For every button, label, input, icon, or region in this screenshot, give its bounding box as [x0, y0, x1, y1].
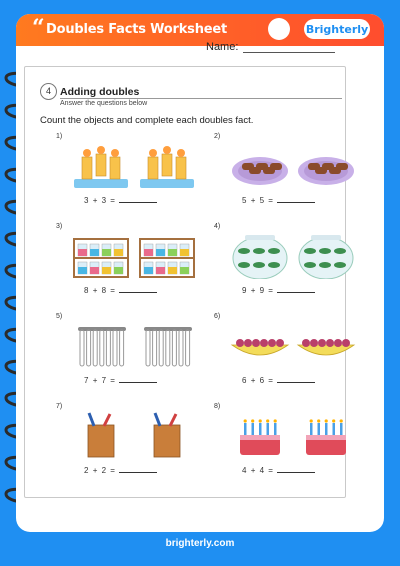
equals-sign: = — [110, 286, 115, 295]
addend-b: 3 — [101, 196, 107, 205]
equals-sign: = — [268, 286, 273, 295]
plus-sign: + — [250, 376, 256, 385]
fishbowl-icon — [228, 231, 358, 279]
instruction-text: Count the objects and complete each doubles fact. — [40, 115, 254, 126]
problem-number: 7) — [56, 403, 63, 410]
addend-b: 4 — [259, 466, 265, 475]
equals-sign: = — [268, 196, 273, 205]
jar-shelf-icon — [70, 231, 200, 279]
addend-b: 8 — [101, 286, 107, 295]
equals-sign: = — [110, 376, 115, 385]
name-label: Name: — [206, 41, 239, 53]
plus-sign: + — [250, 466, 256, 475]
section-number: 4 — [40, 83, 57, 100]
plus-sign: + — [92, 376, 98, 385]
name-field-line[interactable] — [243, 52, 335, 53]
problem-7 — [56, 403, 206, 485]
worksheet-title: Doubles Facts Worksheet — [46, 22, 227, 37]
addend-a: 7 — [84, 376, 89, 385]
addend-a: 4 — [242, 466, 247, 475]
footer-url[interactable]: brighterly.com — [165, 538, 235, 549]
addend-a: 8 — [84, 286, 89, 295]
problem-number: 5) — [56, 313, 63, 320]
problem-number: 2) — [214, 133, 221, 140]
plus-sign: + — [250, 196, 256, 205]
addend-a: 6 — [242, 376, 247, 385]
equals-sign: = — [110, 466, 115, 475]
cookie-plate-icon — [228, 141, 358, 189]
problem-3 — [56, 223, 206, 305]
plus-sign: + — [92, 466, 98, 475]
section-title: Adding doubles — [60, 86, 140, 98]
problem-5 — [56, 313, 206, 395]
lemonade-glasses-icon — [70, 141, 200, 189]
equation — [242, 376, 315, 385]
addend-a: 3 — [84, 196, 89, 205]
worksheet-header — [16, 14, 384, 46]
plus-sign: + — [92, 196, 98, 205]
section-divider — [60, 98, 342, 99]
equation — [84, 196, 157, 205]
plus-sign: + — [92, 286, 98, 295]
answer-blank[interactable] — [119, 382, 157, 383]
answer-blank[interactable] — [119, 472, 157, 473]
answer-blank[interactable] — [277, 382, 315, 383]
fruit-bowl-icon — [228, 321, 358, 369]
answer-blank[interactable] — [277, 202, 315, 203]
problem-4 — [214, 223, 364, 305]
problem-number: 3) — [56, 223, 63, 230]
problem-number: 4) — [214, 223, 221, 230]
problem-2 — [214, 133, 364, 215]
equation — [84, 376, 157, 385]
equation — [242, 466, 315, 475]
equals-sign: = — [110, 196, 115, 205]
addend-b: 9 — [259, 286, 265, 295]
equation — [242, 196, 315, 205]
addend-a: 5 — [242, 196, 247, 205]
answer-blank[interactable] — [119, 202, 157, 203]
addend-a: 9 — [242, 286, 247, 295]
equation — [84, 466, 157, 475]
addend-b: 2 — [101, 466, 107, 475]
problem-number: 8) — [214, 403, 221, 410]
equals-sign: = — [268, 376, 273, 385]
equation — [84, 286, 157, 295]
problem-1 — [56, 133, 206, 215]
addend-b: 6 — [259, 376, 265, 385]
plus-sign: + — [250, 286, 256, 295]
birthday-cake-icon — [228, 411, 358, 459]
answer-blank[interactable] — [119, 292, 157, 293]
problem-8 — [214, 403, 364, 485]
answer-blank[interactable] — [277, 292, 315, 293]
addend-b: 7 — [101, 376, 107, 385]
answer-blank[interactable] — [277, 472, 315, 473]
addend-a: 2 — [84, 466, 89, 475]
problem-number: 6) — [214, 313, 221, 320]
safety-pins-icon — [70, 321, 200, 369]
addend-b: 5 — [259, 196, 265, 205]
quote-mark-icon: “ — [32, 15, 45, 41]
problem-6 — [214, 313, 364, 395]
brand-logo[interactable] — [304, 19, 370, 39]
brand-logo-text: Brighterly — [305, 22, 369, 36]
pencil-cup-icon — [70, 411, 200, 459]
section-subtitle: Answer the questions below — [60, 100, 148, 107]
equals-sign: = — [268, 466, 273, 475]
equation — [242, 286, 315, 295]
problem-number: 1) — [56, 133, 63, 140]
circle-badge-icon — [268, 18, 290, 40]
